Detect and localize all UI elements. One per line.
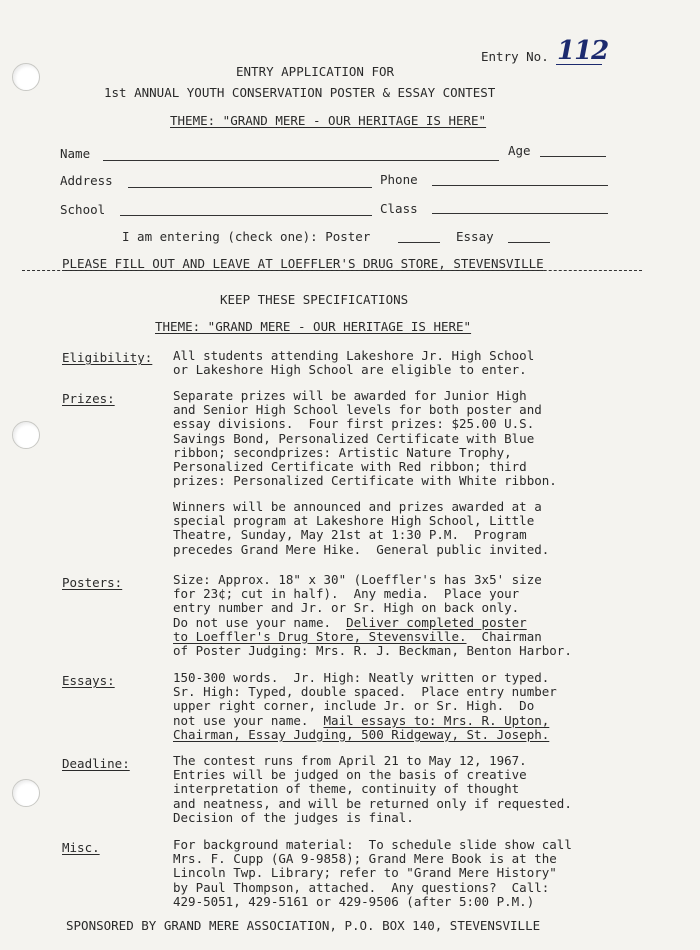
text-line: Savings Bond, Personalized Certificate with Blue xyxy=(173,430,535,446)
class-field[interactable] xyxy=(432,213,608,214)
text-line: Chairman xyxy=(466,628,542,644)
text-line: Separate prizes will be awarded for Junior High xyxy=(173,388,527,403)
text-line: essay divisions. Four first prizes: $25.00 U.S. xyxy=(173,416,535,432)
text-line: Size: Approx. 18" x 30" (Loeffler's has 3x5' size xyxy=(173,572,542,587)
text-line: and neatness, and will be returned only if requested. xyxy=(173,795,572,811)
text-line: The contest runs from April 21 to May 12, 1967. xyxy=(173,753,527,768)
deadline-text xyxy=(173,754,643,825)
cut-line xyxy=(22,270,642,271)
misc-label: Misc. xyxy=(62,840,100,855)
text-line: by Paul Thompson, attached. Any questions? Call: xyxy=(173,879,550,895)
entry-number-handwritten: 112 xyxy=(557,36,609,66)
header-contest-name: 1st ANNUAL YOUTH CONSERVATION POSTER & ESSAY CONTEST xyxy=(104,85,496,100)
text-line: Winners will be announced and prizes awarded at a xyxy=(173,499,542,514)
header-title: ENTRY APPLICATION FOR xyxy=(236,64,395,79)
punch-hole xyxy=(12,421,40,449)
phone-field[interactable] xyxy=(432,185,608,186)
entry-number-label: Entry No. xyxy=(481,49,549,64)
text-line: interpretation of theme, continuity of thought xyxy=(173,781,520,797)
posters-text xyxy=(173,573,643,658)
header-theme: THEME: "GRAND MERE - OUR HERITAGE IS HERE" xyxy=(170,113,487,128)
essay-check-field[interactable] xyxy=(508,242,550,243)
text-line: for 23¢; cut in half). Any media. Place your xyxy=(173,586,520,602)
prizes-announcement-text xyxy=(173,500,643,557)
text-line: of Poster Judging: Mrs. R. J. Beckman, Benton Harbor. xyxy=(173,643,572,659)
misc-text xyxy=(173,838,643,909)
sponsor-footer: SPONSORED BY GRAND MERE ASSOCIATION, P.O. BOX 140, STEVENSVILLE xyxy=(66,918,541,933)
school-label: School xyxy=(60,202,106,217)
text-line: and Senior High School levels for both poster and xyxy=(173,402,542,418)
poster-delivery-location: to Loeffler's Drug Store, Stevensville. xyxy=(173,628,467,644)
school-field[interactable] xyxy=(120,215,372,216)
text-line: or Lakeshore High School are eligible to enter. xyxy=(173,362,527,378)
text-line: prizes: Personalized Certificate with White ribbon. xyxy=(173,473,557,489)
text-line: ribbon; secondprizes: Artistic Nature Trophy, xyxy=(173,444,512,460)
text-line: not use your name. xyxy=(173,712,324,728)
text-line: Mrs. F. Cupp (GA 9-9858); Grand Mere Book is at the xyxy=(173,851,557,867)
entering-label: I am entering (check one): Poster xyxy=(122,229,371,244)
text-line: precedes Grand Mere Hike. General public invited. xyxy=(173,541,550,557)
deadline-label: Deadline: xyxy=(62,756,130,771)
text-line: special program at Lakeshore High School, Little xyxy=(173,513,535,529)
entry-number-underline xyxy=(556,64,602,65)
essays-label: Essays: xyxy=(62,673,115,688)
class-label: Class xyxy=(380,201,418,216)
text-line: Decision of the judges is final. xyxy=(173,809,414,825)
text-line: 150-300 words. Jr. High: Neatly written or typed. xyxy=(173,670,550,685)
specifications-theme: THEME: "GRAND MERE - OUR HERITAGE IS HERE" xyxy=(155,319,472,334)
punch-hole xyxy=(12,779,40,807)
text-line: All students attending Lakeshore Jr. High School xyxy=(173,348,535,363)
essay-mailing-instruction: Mail essays to: Mrs. R. Upton, xyxy=(323,712,550,728)
age-field[interactable] xyxy=(540,156,606,157)
text-line: For background material: To schedule slide show call xyxy=(173,837,572,852)
text-line: Lincoln Twp. Library; refer to "Grand Mere History" xyxy=(173,865,557,881)
name-field[interactable] xyxy=(103,160,499,161)
leave-instruction: PLEASE FILL OUT AND LEAVE AT LOEFFLER'S DRUG STORE, STEVENSVILLE xyxy=(62,256,544,271)
punch-hole xyxy=(12,63,40,91)
age-label: Age xyxy=(508,143,531,158)
text-line: entry number and Jr. or Sr. High on back only. xyxy=(173,600,520,616)
name-label: Name xyxy=(60,146,91,161)
prizes-label: Prizes: xyxy=(62,391,115,406)
address-field[interactable] xyxy=(128,187,372,188)
phone-label: Phone xyxy=(380,172,418,187)
essay-check-label: Essay xyxy=(456,229,494,244)
address-label: Address xyxy=(60,173,113,188)
eligibility-text xyxy=(173,349,534,377)
text-line: upper right corner, include Jr. or Sr. High. Do xyxy=(173,698,535,714)
text-line: Theatre, Sunday, May 21st at 1:30 P.M. Program xyxy=(173,527,527,543)
essays-text xyxy=(173,671,643,742)
eligibility-label: Eligibility: xyxy=(62,350,153,365)
specifications-heading: KEEP THESE SPECIFICATIONS xyxy=(220,292,409,307)
text-line: Sr. High: Typed, double spaced. Place entry number xyxy=(173,684,557,700)
text-line: Personalized Certificate with Red ribbon; third xyxy=(173,459,527,475)
poster-delivery-instruction: Deliver completed poster xyxy=(346,614,527,630)
text-line: Do not use your name. xyxy=(173,614,347,630)
posters-label: Posters: xyxy=(62,575,123,590)
text-line: 429-5051, 429-5161 or 429-9506 (after 5:00 P.M.) xyxy=(173,893,535,909)
essay-mailing-address: Chairman, Essay Judging, 500 Ridgeway, St. Joseph. xyxy=(173,726,550,742)
prizes-text xyxy=(173,389,643,488)
poster-check-field[interactable] xyxy=(398,242,440,243)
text-line: Entries will be judged on the basis of creative xyxy=(173,767,527,783)
